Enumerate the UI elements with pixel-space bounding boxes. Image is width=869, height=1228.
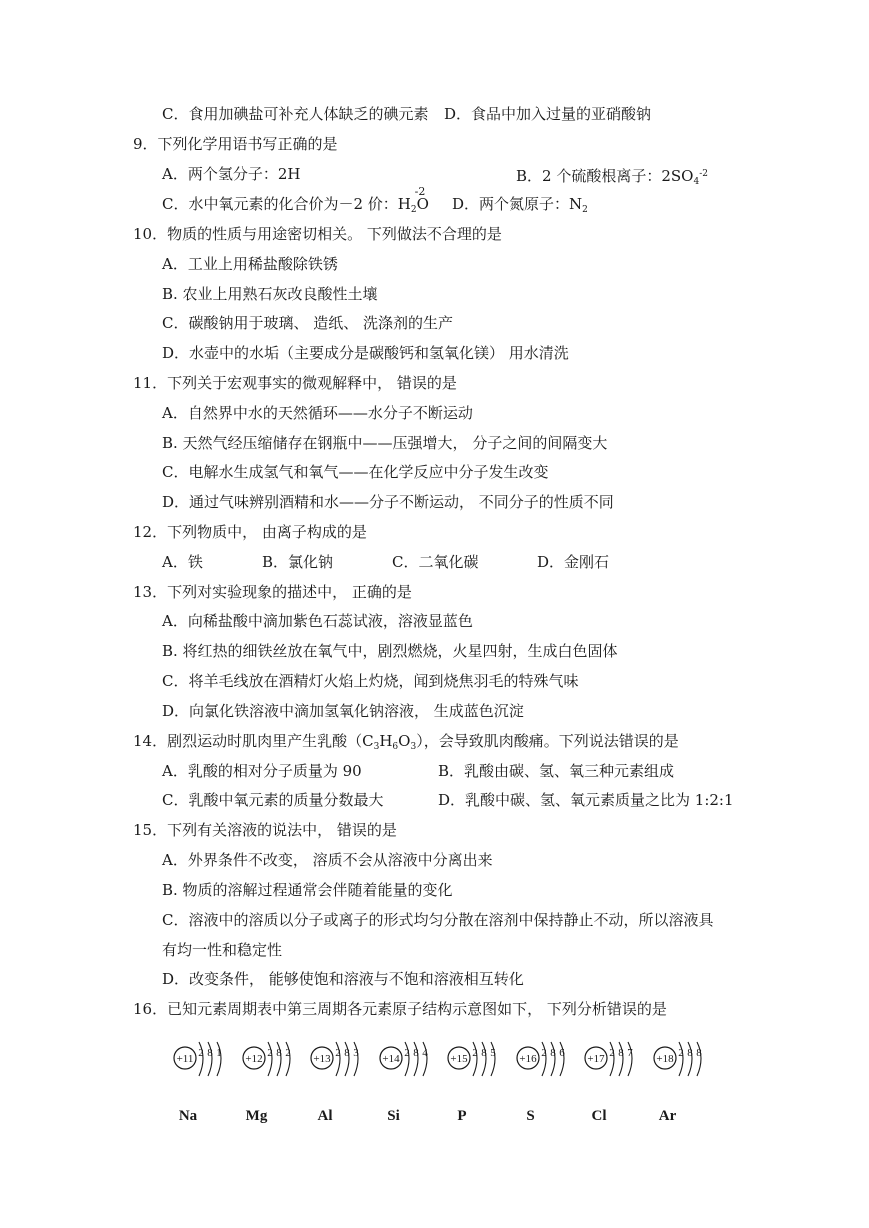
q13-option-b: B. 将红热的细铁丝放在氧气中，剧烈燃烧，火星四射，生成白色固体 <box>162 642 618 660</box>
q14-option-c: C．乳酸中氧元素的质量分数最大 <box>162 791 384 809</box>
element-symbol: Si <box>387 1108 400 1124</box>
q14-o: O <box>398 732 411 750</box>
q15-option-b: B. 物质的溶解过程通常会伴随着能量的变化 <box>162 881 453 899</box>
element-symbol: Ar <box>658 1108 677 1124</box>
shell-electron-count: 2 <box>335 1047 341 1059</box>
q13-option-a: A．向稀盐酸中滴加紫色石蕊试液，溶液显蓝色 <box>162 612 473 630</box>
q12-option-a: A．铁 <box>162 553 203 571</box>
q14-option-d: D．乳酸中碳、氢、氧元素质量之比为 1:2:1 <box>438 791 734 809</box>
q12-option-c: C．二氧化碳 <box>392 553 479 571</box>
q9-option-c-text: C．水中氧元素的化合价为－2 价：H <box>162 195 411 213</box>
q9-option-b-charge: -2 <box>699 169 708 179</box>
nucleus-charge: +13 <box>313 1053 331 1065</box>
shell-electron-count: 8 <box>344 1047 350 1059</box>
nucleus-charge: +14 <box>381 1053 400 1065</box>
shell-electron-count: 8 <box>207 1047 213 1059</box>
q8-option-c: C．食用加碘盐可补充人体缺乏的碘元素 <box>162 105 429 123</box>
q9-option-b-subscript: 4 <box>693 177 700 187</box>
q9-option-b <box>516 164 708 192</box>
q8-option-d: D．食品中加入过量的亚硝酸钠 <box>444 105 652 123</box>
q9-option-a: A．两个氢分子：2H <box>162 165 301 183</box>
q15-option-c-line1: C．溶液中的溶质以分子或离子的形式均匀分散在溶剂中保持静止不动，所以溶液具 <box>162 911 714 929</box>
q10-option-b: B. 农业上用熟石灰改良酸性土壤 <box>162 285 378 303</box>
q14-h: H <box>379 732 393 750</box>
q10-option-d: D．水壶中的水垢（主要成分是碳酸钙和氢氧化镁） 用水清洗 <box>162 344 569 362</box>
atom-diagram-si <box>374 1040 444 1130</box>
atom-diagram-cl <box>579 1040 649 1130</box>
shell-electron-count: 8 <box>686 1047 693 1059</box>
atom-structure-svg <box>237 1040 307 1090</box>
shell-electron-count: 8 <box>275 1047 282 1059</box>
q12-option-b: B．氯化钠 <box>262 553 334 571</box>
q11-stem: 11．下列关于宏观事实的微观解释中， 错误的是 <box>133 374 457 392</box>
nucleus-charge: +17 <box>587 1053 605 1065</box>
shell-electron-count: 2 <box>403 1047 410 1059</box>
q9-option-c-oxygen <box>414 185 429 214</box>
atom-structure-svg <box>168 1040 238 1090</box>
q13-option-c: C．将羊毛线放在酒精灯火焰上灼烧，闻到烧焦羽毛的特殊气味 <box>162 672 579 690</box>
q11-option-d: D．通过气味辨别酒精和水——分子不断运动， 不同分子的性质不同 <box>162 493 614 511</box>
shell-electron-count: 2 <box>284 1047 291 1059</box>
nucleus-charge: +11 <box>176 1053 194 1065</box>
element-symbol: S <box>526 1108 535 1124</box>
element-symbol: Na <box>178 1108 198 1124</box>
q9-option-d-subscript: 2 <box>582 205 588 215</box>
q10-option-c: C．碳酸钠用于玻璃、 造纸、 洗涤剂的生产 <box>162 314 454 332</box>
shell-electron-count: 8 <box>549 1047 556 1059</box>
shell-electron-count: 2 <box>609 1047 615 1059</box>
element-symbol: Mg <box>245 1108 268 1124</box>
shell-electron-count: 3 <box>353 1047 359 1059</box>
q11-option-b: B. 天然气经压缩储存在钢瓶中——压强增大， 分子之间的间隔变大 <box>162 434 608 452</box>
nucleus-charge: +15 <box>450 1053 468 1065</box>
q14-stem-post: ），会导致肌肉酸痛。下列说法错误的是 <box>416 732 679 750</box>
q14-stem-pre: 14．剧烈运动时肌肉里产生乳酸（C <box>133 732 374 750</box>
shell-electron-count: 2 <box>677 1047 684 1059</box>
shell-electron-count: 2 <box>198 1047 204 1059</box>
shell-electron-count: 4 <box>421 1047 428 1059</box>
atom-diagram-ar <box>648 1040 718 1130</box>
q13-stem: 13．下列对实验现象的描述中， 正确的是 <box>133 583 412 601</box>
q15-option-c-line2: 有均一性和稳定性 <box>162 941 283 959</box>
q9-option-b-text: B．2 个硫酸根离子：2SO <box>516 167 694 185</box>
q14-sub-o: 3 <box>410 742 417 752</box>
shell-electron-count: 8 <box>412 1047 419 1059</box>
shell-electron-count: 2 <box>540 1047 547 1059</box>
q9-stem: 9．下列化学用语书写正确的是 <box>133 135 338 153</box>
q15-option-d: D．改变条件， 能够使饱和溶液与不饱和溶液相互转化 <box>162 970 524 988</box>
q14-option-b: B．乳酸由碳、氢、氧三种元素组成 <box>438 762 675 780</box>
shell-electron-count: 1 <box>216 1047 222 1059</box>
atom-structure-svg <box>442 1040 512 1090</box>
shell-electron-count: 8 <box>481 1047 487 1059</box>
q9-option-d <box>452 194 588 220</box>
shell-electron-count: 2 <box>472 1047 478 1059</box>
element-symbol: P <box>457 1108 467 1124</box>
q9-option-d-text: D．两个氮原子： <box>452 195 570 213</box>
q16-stem: 16．已知元素周期表中第三周期各元素原子结构示意图如下， 下列分析错误的是 <box>133 1000 667 1018</box>
shell-electron-count: 8 <box>618 1047 624 1059</box>
q9-option-c-valence: -2 <box>414 185 426 198</box>
shell-electron-count: 2 <box>266 1047 273 1059</box>
q9-option-d-n: N <box>569 195 583 213</box>
q13-option-d: D．向氯化铁溶液中滴加氢氧化钠溶液， 生成蓝色沉淀 <box>162 702 524 720</box>
shell-electron-count: 8 <box>695 1047 702 1059</box>
nucleus-charge: +18 <box>655 1053 674 1065</box>
nucleus-charge: +12 <box>244 1053 263 1065</box>
element-symbol: Cl <box>591 1108 607 1124</box>
nucleus-charge: +16 <box>518 1053 537 1065</box>
atom-diagram-s <box>511 1040 581 1130</box>
q14-sub-c: 3 <box>373 742 380 752</box>
atom-structure-svg <box>579 1040 649 1090</box>
atom-diagram-na <box>168 1040 238 1130</box>
shell-electron-count: 7 <box>627 1047 633 1059</box>
shell-electron-count: 6 <box>558 1047 565 1059</box>
atom-diagram-p <box>442 1040 512 1130</box>
q12-option-d: D．金刚石 <box>537 553 610 571</box>
atom-structure-svg <box>374 1040 444 1090</box>
shell-electron-count: 5 <box>490 1047 496 1059</box>
q15-option-a: A．外界条件不改变， 溶质不会从溶液中分离出来 <box>162 851 493 869</box>
atom-diagram-mg <box>237 1040 307 1130</box>
q10-stem: 10．物质的性质与用途密切相关。 下列做法不合理的是 <box>133 225 502 243</box>
q11-option-c: C．电解水生成氢气和氧气——在化学反应中分子发生改变 <box>162 463 549 481</box>
q11-option-a: A．自然界中水的天然循环——水分子不断运动 <box>162 404 473 422</box>
q9-option-c-o: O <box>416 195 429 213</box>
q14-option-a: A．乳酸的相对分子质量为 90 <box>162 762 362 780</box>
q9-option-c <box>162 185 429 220</box>
q15-stem: 15．下列有关溶液的说法中， 错误的是 <box>133 821 397 839</box>
atom-structure-svg <box>305 1040 375 1090</box>
q9-option-c-subscript: 2 <box>410 205 417 215</box>
q12-stem: 12．下列物质中， 由离子构成的是 <box>133 523 367 541</box>
atom-diagram-al <box>305 1040 375 1130</box>
q14-stem <box>133 731 679 757</box>
element-symbol: Al <box>317 1108 333 1124</box>
atom-structure-svg <box>511 1040 581 1090</box>
q10-option-a: A．工业上用稀盐酸除铁锈 <box>162 255 338 273</box>
atom-structure-svg <box>648 1040 718 1090</box>
q14-sub-h: 6 <box>392 742 399 752</box>
